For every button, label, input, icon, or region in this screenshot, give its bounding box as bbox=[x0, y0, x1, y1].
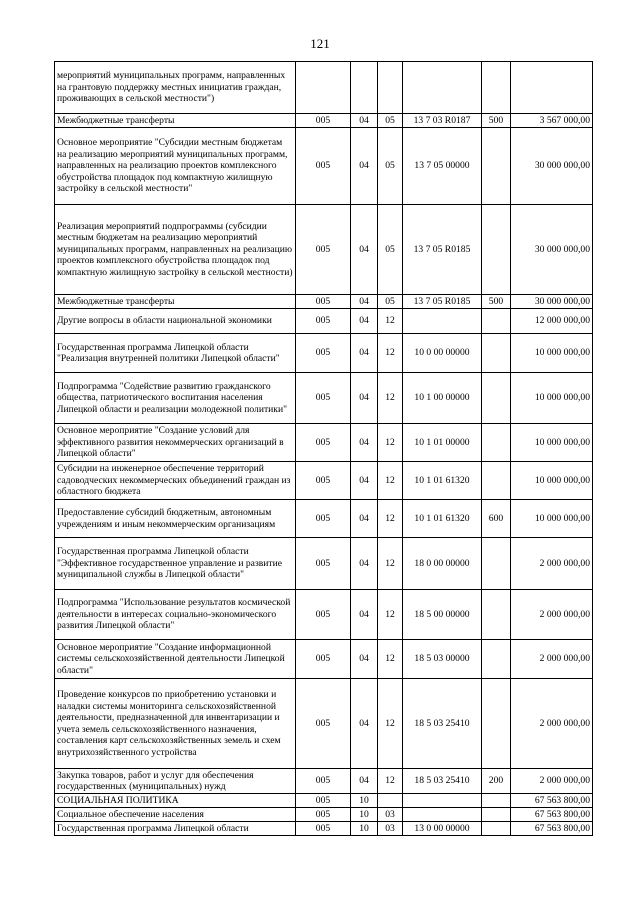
row-vr-cell bbox=[482, 62, 511, 114]
row-ved-cell: 005 bbox=[296, 205, 351, 295]
row-ved-cell: 005 bbox=[296, 334, 351, 373]
row-pr-cell: 12 bbox=[378, 373, 403, 424]
budget-table-body bbox=[55, 62, 593, 836]
row-rz-cell: 04 bbox=[351, 373, 378, 424]
row-csr-cell: 10 1 01 00000 bbox=[403, 424, 482, 462]
table-row bbox=[55, 462, 593, 500]
row-sum-cell: 2 000 000,00 bbox=[511, 640, 593, 679]
row-sum-cell: 10 000 000,00 bbox=[511, 462, 593, 500]
row-sum-cell: 30 000 000,00 bbox=[511, 205, 593, 295]
row-csr-cell: 13 7 05 00000 bbox=[403, 128, 482, 205]
row-sum-cell: 67 563 800,00 bbox=[511, 822, 593, 836]
table-row bbox=[55, 334, 593, 373]
row-vr-cell bbox=[482, 424, 511, 462]
row-name-cell: Социальное обеспечение населения bbox=[55, 808, 296, 822]
row-ved-cell: 005 bbox=[296, 679, 351, 769]
row-ved-cell: 005 bbox=[296, 114, 351, 128]
row-rz-cell: 04 bbox=[351, 114, 378, 128]
row-ved-cell: 005 bbox=[296, 538, 351, 590]
row-pr-cell: 03 bbox=[378, 822, 403, 836]
row-csr-cell: 18 5 03 25410 bbox=[403, 769, 482, 794]
row-vr-cell bbox=[482, 538, 511, 590]
row-rz-cell: 04 bbox=[351, 424, 378, 462]
table-row bbox=[55, 114, 593, 128]
row-vr-cell bbox=[482, 822, 511, 836]
row-vr-cell bbox=[482, 205, 511, 295]
table-row bbox=[55, 822, 593, 836]
row-rz-cell: 10 bbox=[351, 822, 378, 836]
row-pr-cell: 12 bbox=[378, 462, 403, 500]
row-ved-cell: 005 bbox=[296, 373, 351, 424]
row-name-cell: Государственная программа Липецкой области "Эффективное государственное управление и развитие муниципальной службы в Липецкой области" bbox=[55, 538, 296, 590]
row-pr-cell: 12 bbox=[378, 590, 403, 640]
row-name-cell: Государственная программа Липецкой области "Реализация внутренней политики Липецкой области" bbox=[55, 334, 296, 373]
row-vr-cell bbox=[482, 794, 511, 808]
row-name-cell: Основное мероприятие "Субсидии местным бюджетам на реализацию мероприятий муниципальных программ, направленных на реализацию проектов комплексного обустройства площадок под компактную жилищную застройку в сельской местности" bbox=[55, 128, 296, 205]
row-rz-cell: 04 bbox=[351, 462, 378, 500]
row-sum-cell: 30 000 000,00 bbox=[511, 295, 593, 309]
row-rz-cell: 04 bbox=[351, 334, 378, 373]
row-sum-cell: 2 000 000,00 bbox=[511, 590, 593, 640]
row-name-cell: Подпрограмма "Содействие развитию гражданского общества, патриотического воспитания населения Липецкой области и реализации молодежной политики" bbox=[55, 373, 296, 424]
table-row bbox=[55, 794, 593, 808]
table-row bbox=[55, 309, 593, 334]
table-row bbox=[55, 424, 593, 462]
row-sum-cell: 2 000 000,00 bbox=[511, 769, 593, 794]
row-vr-cell: 500 bbox=[482, 114, 511, 128]
row-ved-cell: 005 bbox=[296, 309, 351, 334]
row-csr-cell: 10 1 00 00000 bbox=[403, 373, 482, 424]
table-row bbox=[55, 679, 593, 769]
row-name-cell: Реализация мероприятий подпрограммы (субсидии местным бюджетам на реализацию мероприятий муниципальных программ, направленных на реализацию проектов комплексного обустройства площадок под компактную жилищную застройку в сельской местности) bbox=[55, 205, 296, 295]
table-row bbox=[55, 538, 593, 590]
row-sum-cell: 30 000 000,00 bbox=[511, 128, 593, 205]
row-sum-cell: 12 000 000,00 bbox=[511, 309, 593, 334]
row-csr-cell: 18 5 00 00000 bbox=[403, 590, 482, 640]
row-vr-cell bbox=[482, 309, 511, 334]
row-csr-cell bbox=[403, 309, 482, 334]
row-csr-cell bbox=[403, 808, 482, 822]
row-pr-cell: 12 bbox=[378, 309, 403, 334]
budget-table bbox=[54, 61, 593, 836]
table-row bbox=[55, 373, 593, 424]
row-pr-cell: 12 bbox=[378, 334, 403, 373]
row-pr-cell: 12 bbox=[378, 424, 403, 462]
row-rz-cell: 04 bbox=[351, 295, 378, 309]
row-csr-cell bbox=[403, 794, 482, 808]
row-csr-cell: 13 7 05 R0185 bbox=[403, 205, 482, 295]
row-ved-cell: 005 bbox=[296, 500, 351, 538]
row-vr-cell bbox=[482, 334, 511, 373]
page-number: 121 bbox=[310, 36, 330, 51]
row-ved-cell: 005 bbox=[296, 640, 351, 679]
row-vr-cell bbox=[482, 373, 511, 424]
row-sum-cell: 10 000 000,00 bbox=[511, 334, 593, 373]
row-rz-cell: 04 bbox=[351, 640, 378, 679]
row-rz-cell: 04 bbox=[351, 679, 378, 769]
row-vr-cell bbox=[482, 679, 511, 769]
table-row bbox=[55, 500, 593, 538]
row-name-cell: Проведение конкурсов по приобретению установки и наладки системы мониторинга сельскохозяйственной деятельности, предназначенной для инвентаризации и учета земель сельскохозяйственного назначения, составления карт сельскохозяйственных земель и схем внутрихозяйственного устройства bbox=[55, 679, 296, 769]
row-ved-cell: 005 bbox=[296, 424, 351, 462]
row-rz-cell: 04 bbox=[351, 538, 378, 590]
row-ved-cell: 005 bbox=[296, 295, 351, 309]
row-csr-cell: 10 1 01 61320 bbox=[403, 462, 482, 500]
row-sum-cell bbox=[511, 62, 593, 114]
row-name-cell: Основное мероприятие "Создание информационной системы сельскохозяйственной деятельности Липецкой области" bbox=[55, 640, 296, 679]
row-name-cell: мероприятий муниципальных программ, направленных на грантовую поддержку местных инициатив граждан, проживающих в сельской местности") bbox=[55, 62, 296, 114]
row-rz-cell bbox=[351, 62, 378, 114]
row-pr-cell: 12 bbox=[378, 500, 403, 538]
row-rz-cell: 10 bbox=[351, 794, 378, 808]
row-ved-cell: 005 bbox=[296, 822, 351, 836]
row-ved-cell: 005 bbox=[296, 462, 351, 500]
row-pr-cell: 05 bbox=[378, 114, 403, 128]
row-ved-cell bbox=[296, 62, 351, 114]
table-row bbox=[55, 769, 593, 794]
row-csr-cell: 10 1 01 61320 bbox=[403, 500, 482, 538]
row-pr-cell: 05 bbox=[378, 205, 403, 295]
row-vr-cell bbox=[482, 808, 511, 822]
row-rz-cell: 10 bbox=[351, 808, 378, 822]
row-name-cell: Другие вопросы в области национальной экономики bbox=[55, 309, 296, 334]
row-pr-cell: 05 bbox=[378, 128, 403, 205]
row-pr-cell: 05 bbox=[378, 295, 403, 309]
row-pr-cell: 12 bbox=[378, 769, 403, 794]
row-rz-cell: 04 bbox=[351, 769, 378, 794]
row-csr-cell: 18 0 00 00000 bbox=[403, 538, 482, 590]
row-pr-cell: 03 bbox=[378, 808, 403, 822]
row-name-cell: Межбюджетные трансферты bbox=[55, 295, 296, 309]
row-name-cell: СОЦИАЛЬНАЯ ПОЛИТИКА bbox=[55, 794, 296, 808]
row-name-cell: Основное мероприятие "Создание условий для эффективного развития некоммерческих организаций в Липецкой области" bbox=[55, 424, 296, 462]
row-sum-cell: 10 000 000,00 bbox=[511, 500, 593, 538]
row-vr-cell: 200 bbox=[482, 769, 511, 794]
row-name-cell: Закупка товаров, работ и услуг для обеспечения государственных (муниципальных) нужд bbox=[55, 769, 296, 794]
row-csr-cell bbox=[403, 62, 482, 114]
table-row bbox=[55, 808, 593, 822]
row-ved-cell: 005 bbox=[296, 794, 351, 808]
row-vr-cell bbox=[482, 462, 511, 500]
row-vr-cell bbox=[482, 590, 511, 640]
row-sum-cell: 10 000 000,00 bbox=[511, 373, 593, 424]
table-row bbox=[55, 205, 593, 295]
row-sum-cell: 10 000 000,00 bbox=[511, 424, 593, 462]
row-rz-cell: 04 bbox=[351, 128, 378, 205]
table-row bbox=[55, 590, 593, 640]
row-ved-cell: 005 bbox=[296, 769, 351, 794]
row-csr-cell: 18 5 03 00000 bbox=[403, 640, 482, 679]
row-csr-cell: 18 5 03 25410 bbox=[403, 679, 482, 769]
row-ved-cell: 005 bbox=[296, 808, 351, 822]
row-sum-cell: 3 567 000,00 bbox=[511, 114, 593, 128]
row-rz-cell: 04 bbox=[351, 500, 378, 538]
row-pr-cell: 12 bbox=[378, 640, 403, 679]
row-csr-cell: 13 7 03 R0187 bbox=[403, 114, 482, 128]
row-pr-cell bbox=[378, 62, 403, 114]
row-name-cell: Подпрограмма "Использование результатов космической деятельности в интересах социально-экономического развития Липецкой области" bbox=[55, 590, 296, 640]
row-sum-cell: 2 000 000,00 bbox=[511, 538, 593, 590]
row-pr-cell: 12 bbox=[378, 538, 403, 590]
row-csr-cell: 13 7 05 R0185 bbox=[403, 295, 482, 309]
row-rz-cell: 04 bbox=[351, 590, 378, 640]
row-pr-cell bbox=[378, 794, 403, 808]
row-vr-cell: 500 bbox=[482, 295, 511, 309]
row-pr-cell: 12 bbox=[378, 679, 403, 769]
row-vr-cell bbox=[482, 640, 511, 679]
table-row bbox=[55, 62, 593, 114]
row-sum-cell: 2 000 000,00 bbox=[511, 679, 593, 769]
row-vr-cell: 600 bbox=[482, 500, 511, 538]
table-row bbox=[55, 128, 593, 205]
row-vr-cell bbox=[482, 128, 511, 205]
row-ved-cell: 005 bbox=[296, 128, 351, 205]
table-row bbox=[55, 640, 593, 679]
row-rz-cell: 04 bbox=[351, 205, 378, 295]
row-name-cell: Межбюджетные трансферты bbox=[55, 114, 296, 128]
row-sum-cell: 67 563 800,00 bbox=[511, 794, 593, 808]
table-row bbox=[55, 295, 593, 309]
row-name-cell: Предоставление субсидий бюджетным, автономным учреждениям и иным некоммерческим организациям bbox=[55, 500, 296, 538]
row-name-cell: Субсидии на инженерное обеспечение территорий садоводческих некоммерческих объединений граждан из областного бюджета bbox=[55, 462, 296, 500]
row-name-cell: Государственная программа Липецкой области bbox=[55, 822, 296, 836]
row-rz-cell: 04 bbox=[351, 309, 378, 334]
row-csr-cell: 13 0 00 00000 bbox=[403, 822, 482, 836]
row-ved-cell: 005 bbox=[296, 590, 351, 640]
row-sum-cell: 67 563 800,00 bbox=[511, 808, 593, 822]
row-csr-cell: 10 0 00 00000 bbox=[403, 334, 482, 373]
